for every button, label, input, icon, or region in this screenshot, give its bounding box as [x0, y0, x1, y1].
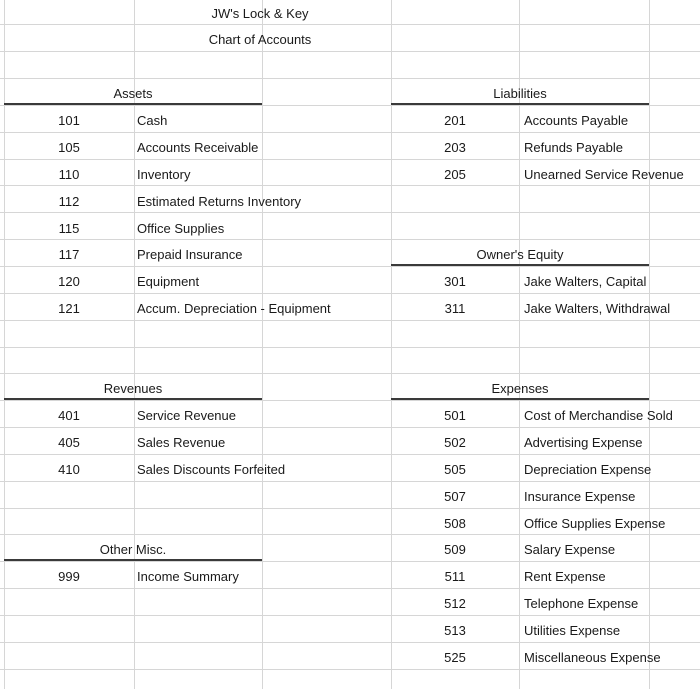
grid-row-line-21 [0, 561, 700, 562]
assets-name-5: Office Supplies [137, 221, 225, 236]
assets-code-2: 105 [58, 140, 80, 155]
grid-row-line-2 [0, 51, 700, 52]
expenses-name-8: Telephone Expense [524, 596, 639, 611]
revenues-name-3: Sales Discounts Forfeited [137, 462, 286, 477]
other-code-1: 999 [58, 569, 80, 584]
expenses-code-10: 525 [444, 650, 466, 665]
assets-header-underline [4, 103, 262, 105]
grid-row-line-18 [0, 481, 700, 482]
assets-name-4: Estimated Returns Inventory [137, 194, 302, 209]
grid-row-line-12 [0, 320, 700, 321]
grid-row-line-20 [0, 534, 700, 535]
assets-code-6: 117 [58, 247, 80, 262]
grid-row-line-24 [0, 642, 700, 643]
expenses-name-5: Office Supplies Expense [524, 516, 666, 531]
equity-name-1: Jake Walters, Capital [524, 274, 647, 289]
assets-code-5: 115 [58, 221, 80, 236]
company-title: JW's Lock & Key [211, 6, 309, 21]
expenses-name-6: Salary Expense [524, 542, 616, 557]
equity-code-1: 301 [444, 274, 466, 289]
grid-row-line-25 [0, 669, 700, 670]
expenses-code-3: 505 [444, 462, 466, 477]
chart-title: Chart of Accounts [208, 32, 312, 47]
assets-code-4: 112 [58, 194, 80, 209]
liabilities-name-1: Accounts Payable [524, 113, 629, 128]
grid-row-line-13 [0, 347, 700, 348]
grid-row-line-22 [0, 588, 700, 589]
grid-row-line-6 [0, 159, 700, 160]
assets-name-1: Cash [137, 113, 168, 128]
liabilities-name-3: Unearned Service Revenue [524, 167, 684, 182]
expenses-name-10: Miscellaneous Expense [524, 650, 661, 665]
grid-row-line-11 [0, 293, 700, 294]
assets-name-3: Inventory [137, 167, 191, 182]
expenses-code-2: 502 [444, 435, 466, 450]
revenues-header: Revenues [103, 381, 163, 396]
revenues-name-2: Sales Revenue [137, 435, 226, 450]
liabilities-code-1: 201 [444, 113, 466, 128]
expenses-name-4: Insurance Expense [524, 489, 636, 504]
revenues-header-underline [4, 398, 262, 400]
assets-name-7: Equipment [137, 274, 200, 289]
liabilities-code-2: 203 [444, 140, 466, 155]
expenses-code-8: 512 [444, 596, 466, 611]
expenses-code-9: 513 [444, 623, 466, 638]
grid-row-line-3 [0, 78, 700, 79]
expenses-code-6: 509 [444, 542, 466, 557]
grid-row-line-19 [0, 508, 700, 509]
grid-row-line-10 [0, 266, 700, 267]
liabilities-header-underline [391, 103, 649, 105]
equity-name-2: Jake Walters, Withdrawal [524, 301, 671, 316]
expenses-code-7: 511 [444, 569, 466, 584]
revenues-code-2: 405 [58, 435, 80, 450]
grid-row-line-16 [0, 427, 700, 428]
equity-header: Owner's Equity [476, 247, 564, 262]
expenses-header-underline [391, 398, 649, 400]
grid-row-line-5 [0, 132, 700, 133]
expenses-code-1: 501 [444, 408, 466, 423]
grid-row-line-8 [0, 212, 700, 213]
other-name-1: Income Summary [137, 569, 239, 584]
expenses-name-9: Utilities Expense [524, 623, 621, 638]
other-misc-header-underline [4, 559, 262, 561]
assets-header: Assets [113, 86, 153, 101]
liabilities-header: Liabilities [493, 86, 547, 101]
grid-row-line-23 [0, 615, 700, 616]
expenses-header: Expenses [491, 381, 549, 396]
grid-row-line-17 [0, 454, 700, 455]
grid-row-line-9 [0, 239, 700, 240]
expenses-name-7: Rent Expense [524, 569, 606, 584]
assets-code-7: 120 [58, 274, 80, 289]
assets-code-3: 110 [58, 167, 80, 182]
revenues-name-1: Service Revenue [137, 408, 236, 423]
grid-column-line-3 [262, 0, 263, 689]
assets-name-2: Accounts Receivable [137, 140, 259, 155]
assets-code-8: 121 [58, 301, 80, 316]
grid-row-line-15 [0, 400, 700, 401]
expenses-name-3: Depreciation Expense [524, 462, 652, 477]
expenses-name-2: Advertising Expense [524, 435, 643, 450]
grid-row-line-1 [0, 24, 700, 25]
revenues-code-3: 410 [58, 462, 80, 477]
equity-code-2: 311 [444, 301, 466, 316]
assets-name-8: Accum. Depreciation - Equipment [137, 301, 331, 316]
grid-column-line-6 [649, 0, 650, 689]
expenses-name-1: Cost of Merchandise Sold [524, 408, 673, 423]
expenses-code-4: 507 [444, 489, 466, 504]
revenues-code-1: 401 [58, 408, 80, 423]
assets-code-1: 101 [58, 113, 80, 128]
expenses-code-5: 508 [444, 516, 466, 531]
grid-row-line-14 [0, 373, 700, 374]
other-misc-header: Other Misc. [99, 542, 167, 557]
liabilities-code-3: 205 [444, 167, 466, 182]
assets-name-6: Prepaid Insurance [137, 247, 243, 262]
equity-header-underline [391, 264, 649, 266]
liabilities-name-2: Refunds Payable [524, 140, 624, 155]
grid-row-line-4 [0, 105, 700, 106]
grid-row-line-7 [0, 185, 700, 186]
